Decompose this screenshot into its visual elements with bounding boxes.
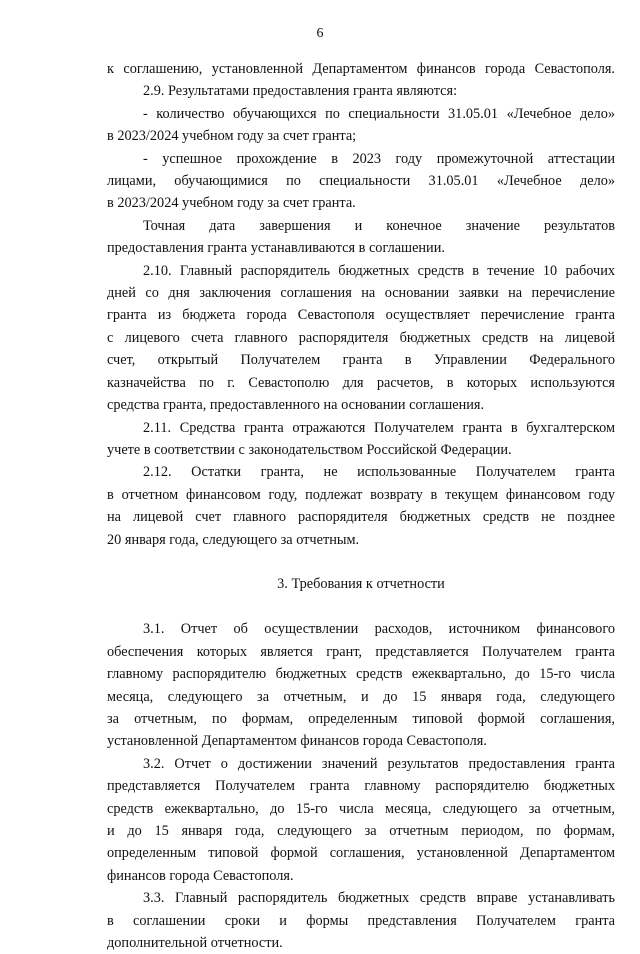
document-body bbox=[107, 58, 615, 954]
text-line: 2.10. Главный распорядитель бюджетных средств в течение 10 рабочих bbox=[143, 262, 615, 279]
text-line: средства гранта, предоставленного на основании соглашения. bbox=[107, 397, 485, 414]
text-line: - успешное прохождение в 2023 году промежуточной аттестации bbox=[143, 150, 615, 167]
text-line: 3.2. Отчет о достижении значений результатов предоставления гранта bbox=[143, 755, 615, 772]
text-line: Точная дата завершения и конечное значение результатов bbox=[143, 217, 615, 234]
text-line: с лицевого счета главного распорядителя бюджетных средств на лицевой bbox=[107, 329, 615, 346]
text-line: в отчетном финансовом году, подлежат возврату в текущем финансовом году bbox=[107, 486, 615, 503]
text-line: казначейства по г. Севастополю для расчетов, в которых используются bbox=[107, 374, 615, 391]
text-line: представляется Получателем гранта главному распорядителю бюджетных bbox=[107, 778, 615, 795]
text-line: средств ежеквартально, до 15-го числа месяца, следующего за отчетным, bbox=[107, 800, 615, 817]
section-2-paragraphs bbox=[107, 58, 615, 551]
text-line: и до 15 января года, следующего за отчетным периодом, по формам, bbox=[107, 823, 615, 839]
text-line: главному распорядителю бюджетных средств ежеквартально, до 15-го числа bbox=[107, 666, 615, 683]
text-line: на лицевой счет главного распорядителя бюджетных средств не позднее bbox=[107, 509, 615, 526]
text-line: определенным типовой формой соглашения, установленной Департаментом bbox=[107, 845, 615, 862]
text-line: в 2023/2024 учебном году за счет гранта. bbox=[107, 195, 356, 212]
text-line: 20 января года, следующего за отчетным. bbox=[107, 531, 360, 548]
text-line: в соглашении сроки и формы представления Получателем гранта bbox=[107, 912, 615, 929]
text-line: дополнительной отчетности. bbox=[107, 935, 283, 952]
text-line: счет, открытый Получателем гранта в Управлении Федерального bbox=[107, 352, 615, 369]
text-line: 2.11. Средства гранта отражаются Получателем гранта в бухгалтерском bbox=[143, 419, 615, 436]
text-line: в 2023/2024 учебном году за счет гранта; bbox=[107, 128, 357, 145]
section-3-paragraphs bbox=[107, 618, 615, 954]
text-line: 2.12. Остатки гранта, не использованные Получателем гранта bbox=[143, 464, 615, 481]
text-line: гранта из бюджета города Севастополя осуществляет перечисление гранта bbox=[107, 307, 615, 324]
page-number: 6 bbox=[316, 26, 324, 41]
text-line: месяца, следующего за отчетным, и до 15 января года, следующего bbox=[107, 688, 615, 705]
text-line: за отчетным, по формам, определенным типовой формой соглашения, bbox=[107, 710, 615, 727]
text-line: лицами, обучающимися по специальности 31.05.01 «Лечебное дело» bbox=[107, 173, 615, 190]
text-line: 3.3. Главный распорядитель бюджетных средств вправе устанавливать bbox=[143, 890, 615, 907]
text-line: финансов города Севастополя. bbox=[107, 867, 294, 884]
text-line: учете в соответствии с законодательством Российской Федерации. bbox=[107, 441, 512, 458]
text-line: установленной Департаментом финансов города Севастополя. bbox=[107, 733, 487, 750]
text-line: обеспечения которых является грант, представляется Получателем гранта bbox=[107, 643, 615, 660]
text-line: предоставления гранта устанавливаются в соглашении. bbox=[107, 240, 445, 257]
text-line: дней со дня заключения соглашения на основании заявки на перечисление bbox=[107, 285, 615, 302]
text-line: к соглашению, установленной Департаментом финансов города Севастополя. bbox=[107, 61, 615, 77]
section-heading: 3. Требования к отчетности bbox=[277, 575, 445, 592]
text-line: 3.1. Отчет об осуществлении расходов, источником финансового bbox=[143, 621, 615, 638]
text-line: 2.9. Результатами предоставления гранта являются: bbox=[143, 83, 458, 100]
text-line: - количество обучающихся по специальности 31.05.01 «Лечебное дело» bbox=[143, 105, 615, 122]
